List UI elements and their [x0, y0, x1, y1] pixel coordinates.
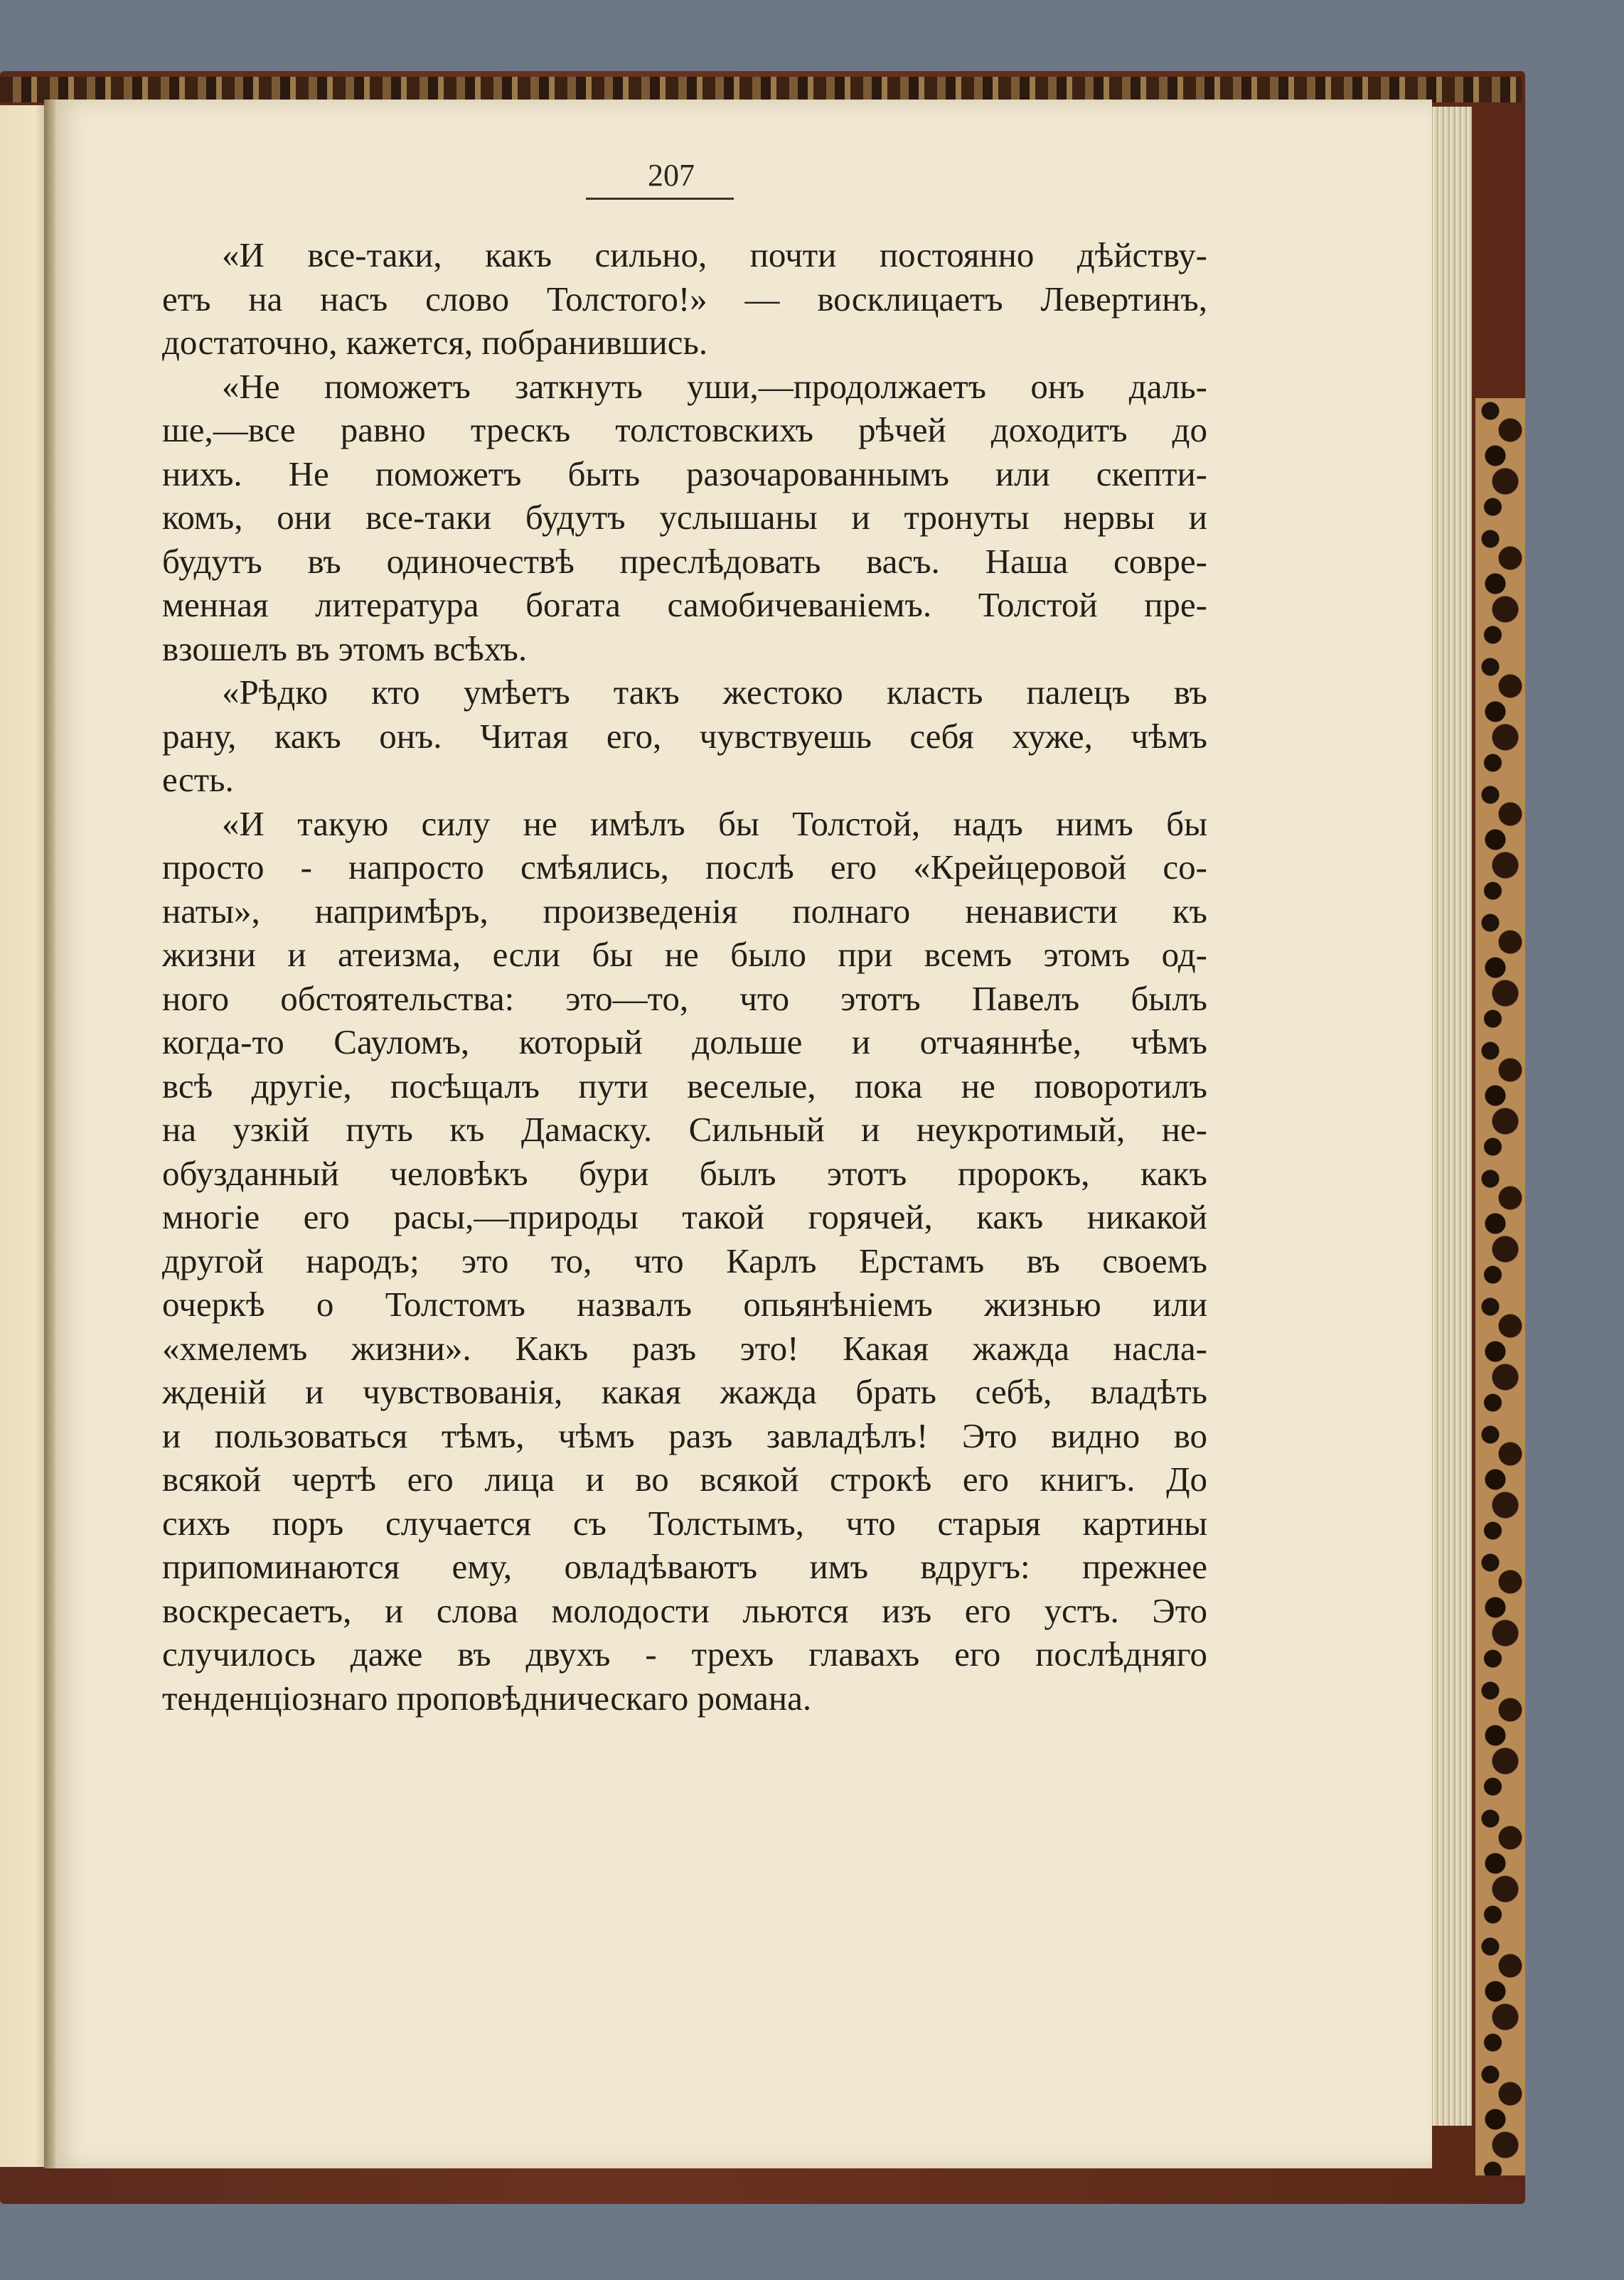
- text-line: рану, какъ онъ. Читая его, чувствуешь себя хуже, чѣмъ: [162, 716, 1207, 756]
- text-line: будутъ въ одиночествѣ преслѣдовать васъ. Наша совре-: [162, 541, 1207, 581]
- text-line: нихъ. Не поможетъ быть разочарованнымъ или скепти-: [162, 454, 1207, 493]
- text-line: «Рѣдко кто умѣетъ такъ жестоко класть палецъ въ: [222, 673, 1207, 712]
- text-line: етъ на насъ слово Толстого!» — восклицаетъ Левертинъ,: [162, 279, 1207, 319]
- book-top-edge: [0, 77, 1522, 102]
- text-line: обузданный человѣкъ бури былъ этотъ пророкъ, какъ: [162, 1153, 1207, 1193]
- paragraph: [162, 670, 1207, 802]
- text-line: сихъ поръ случается съ Толстымъ, что старыя картины: [162, 1503, 1207, 1543]
- text-line: жденій и чувствованія, какая жажда брать себѣ, владѣть: [162, 1372, 1207, 1411]
- paragraph: [162, 365, 1207, 671]
- page-number-rule: [586, 198, 734, 200]
- text-line: на узкій путь къ Дамаску. Сильный и неукротимый, не-: [162, 1110, 1207, 1149]
- text-line: другой народъ; это то, что Карлъ Ерстамъ въ своемъ: [162, 1241, 1207, 1280]
- text-line: есть.: [162, 760, 234, 799]
- text-line: просто - напросто смѣялись, послѣ его «Крейцеровой со-: [162, 847, 1207, 887]
- paragraph: [162, 802, 1207, 1720]
- page-stack-edge: [1429, 107, 1472, 2126]
- text-line: достаточно, кажется, побранившись.: [162, 323, 708, 362]
- text-line: и пользоваться тѣмъ, чѣмъ разъ завладѣлъ! Это видно во: [162, 1415, 1207, 1455]
- text-line: случилось даже въ двухъ - трехъ главахъ его послѣдняго: [162, 1634, 1207, 1674]
- book-gutter: [44, 100, 55, 2168]
- text-line: всѣ другіе, посѣщалъ пути веселые, пока не поворотилъ: [162, 1066, 1207, 1106]
- text-line: жизни и атеизма, если бы не было при всемъ этомъ од-: [162, 935, 1207, 974]
- page-number: 207: [648, 158, 695, 193]
- text-line: воскресаетъ, и слова молодости льются изъ его устъ. Это: [162, 1590, 1207, 1630]
- left-page-edge: [0, 105, 50, 2167]
- text-line: менная литература богата самобичеваніемъ. Толстой пре-: [162, 585, 1207, 624]
- text-line: многіе его расы,—природы такой горячей, какъ никакой: [162, 1197, 1207, 1236]
- text-line: ше,—все равно трескъ толстовскихъ рѣчей доходитъ до: [162, 410, 1207, 449]
- text-line: наты», напримѣръ, произведенія полнаго ненависти къ: [162, 891, 1207, 931]
- text-line: «Не поможетъ заткнуть уши,—продолжаетъ онъ даль-: [222, 366, 1207, 406]
- text-line: ного обстоятельства: это—то, что этотъ Павелъ былъ: [162, 978, 1207, 1018]
- paragraph: [162, 233, 1207, 365]
- text-line: комъ, они все-таки будутъ услышаны и тронуты нервы и: [162, 498, 1207, 537]
- text-line: «хмелемъ жизни». Какъ разъ это! Какая жажда насла-: [162, 1328, 1207, 1368]
- text-line: взошелъ въ этомъ всѣхъ.: [162, 628, 528, 668]
- text-line: припоминаются ему, овладѣваютъ имъ вдругъ: прежнее: [162, 1547, 1207, 1586]
- text-line: «И все-таки, какъ сильно, почти постоянно дѣйству-: [222, 235, 1207, 274]
- text-line: очеркѣ о Толстомъ назвалъ опьянѣніемъ жизнью или: [162, 1285, 1207, 1324]
- text-line: «И такую силу не имѣлъ бы Толстой, надъ нимъ бы: [222, 803, 1207, 843]
- text-line: тенденціознаго проповѣдническаго романа.: [162, 1678, 812, 1718]
- text-line: когда-то Сауломъ, который дольше и отчаяннѣе, чѣмъ: [162, 1022, 1207, 1061]
- marbled-cover-edge: [1475, 398, 1525, 2175]
- text-line: всякой чертѣ его лица и во всякой строкѣ его книгъ. До: [162, 1460, 1207, 1499]
- body-text: [162, 233, 1207, 1720]
